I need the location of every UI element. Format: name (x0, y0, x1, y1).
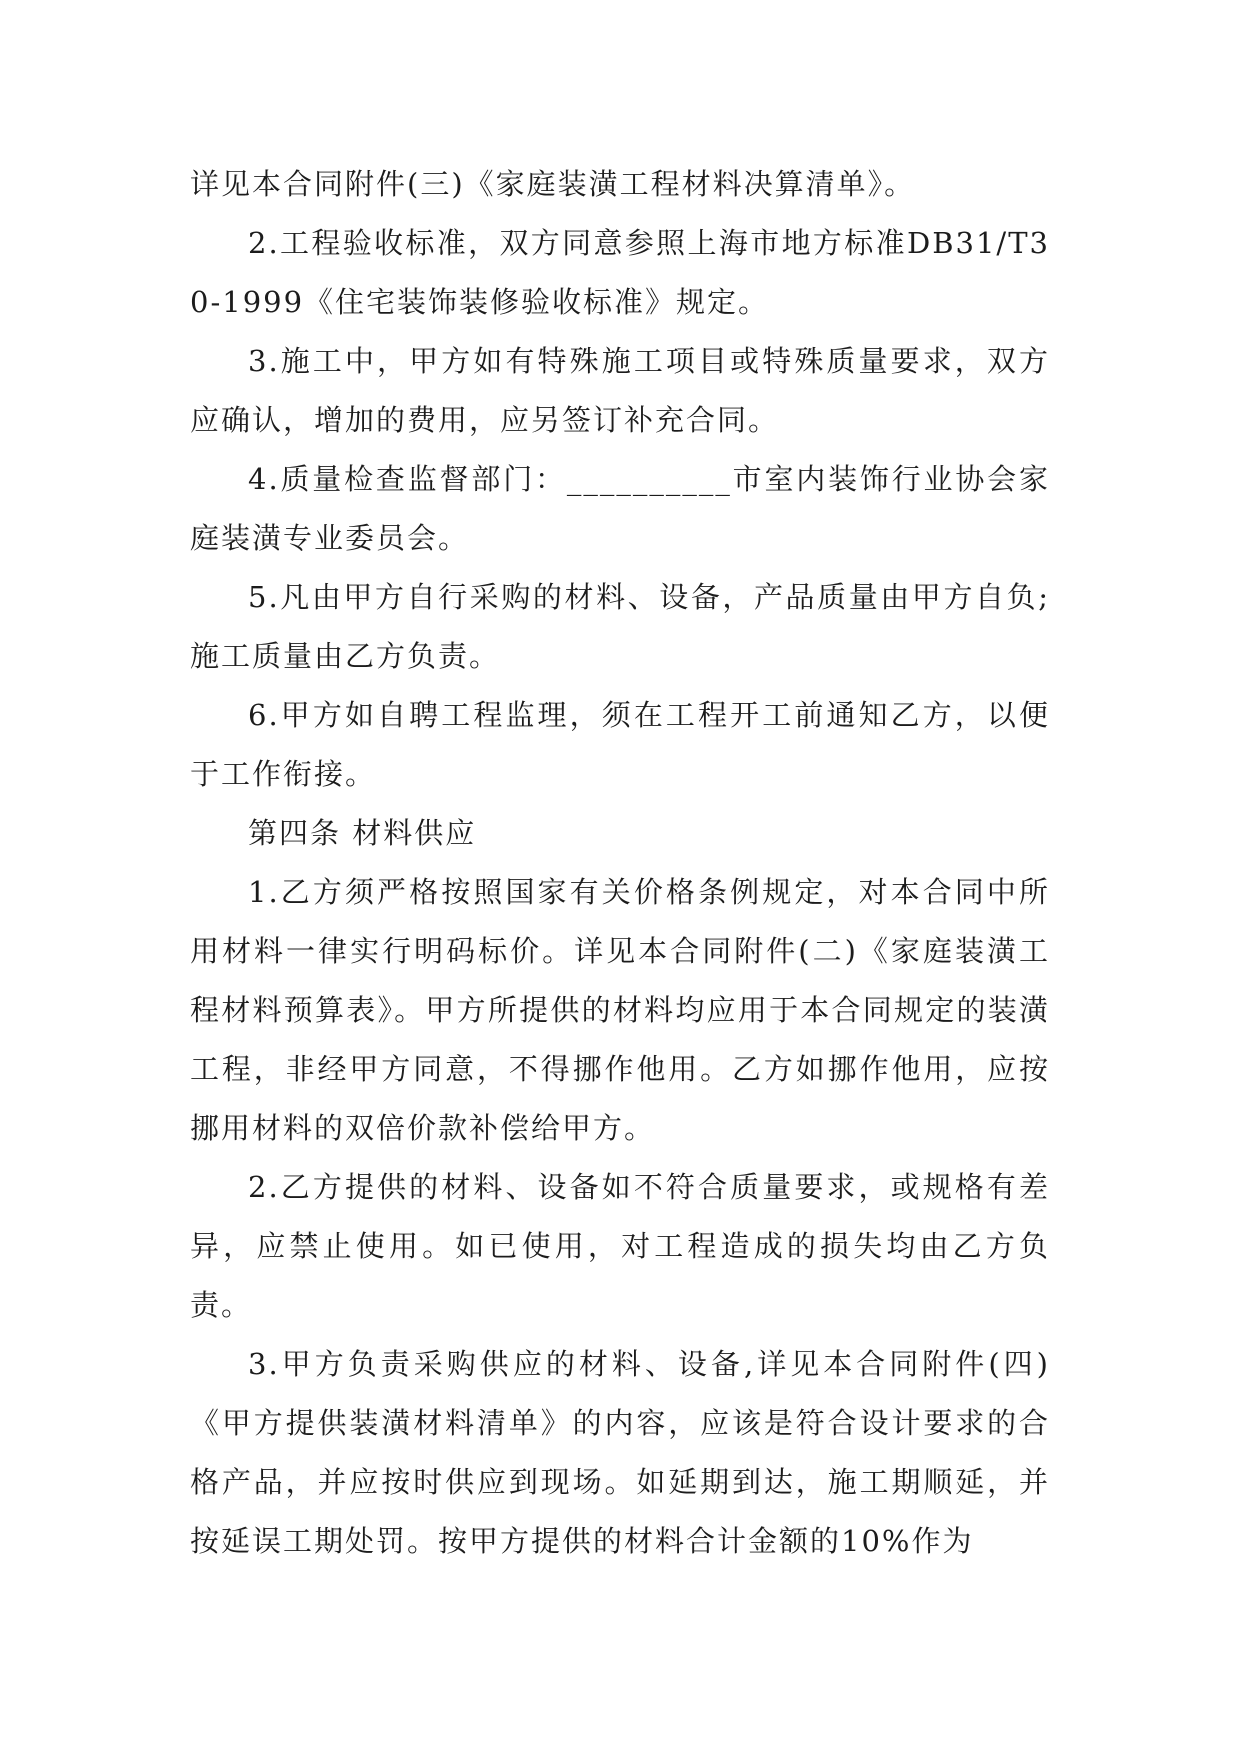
paragraph-special-requirements: 3.施工中，甲方如有特殊施工项目或特殊质量要求，双方应确认，增加的费用，应另签订补充合同。 (190, 344, 1050, 437)
paragraph-engineering-supervisor: 6.甲方如自聘工程监理，须在工程开工前通知乙方，以便于工作衔接。 (190, 698, 1050, 791)
paragraph-nonconforming-materials: 2.乙方提供的材料、设备如不符合质量要求，或规格有差异，应禁止使用。如已使用，对工程造成的损失均由乙方负责。 (190, 1170, 1050, 1322)
paragraph-party-a-materials: 3.甲方负责采购供应的材料、设备,详见本合同附件(四)《甲方提供装潢材料清单》的内容，应该是符合设计要求的合格产品，并应按时供应到现场。如延期到达，施工期顺延，并按延误工期处罚。按甲方提供的材料合计金额的10%作为 (190, 1347, 1050, 1558)
section-heading-material-supply: 第四条 材料供应 (248, 816, 477, 850)
document-body (190, 155, 1050, 1571)
paragraph-quality-supervision: 4.质量检查监督部门：__________市室内装饰行业协会家庭装潢专业委员会。 (190, 462, 1050, 555)
paragraph-self-purchased-materials: 5.凡由甲方自行采购的材料、设备，产品质量由甲方自负;施工质量由乙方负责。 (190, 580, 1050, 673)
paragraph-acceptance-standard: 2.工程验收标准，双方同意参照上海市地方标准DB31/T30-1999《住宅装饰装修验收标准》规定。 (190, 226, 1050, 319)
paragraph-material-pricing: 1.乙方须严格按照国家有关价格条例规定，对本合同中所用材料一律实行明码标价。详见本合同附件(二)《家庭装潢工程材料预算表》。甲方所提供的材料均应用于本合同规定的装潢工程，非经甲方同意，不得挪作他用。乙方如挪作他用，应按挪用材料的双倍价款补偿给甲方。 (190, 875, 1050, 1145)
paragraph-continuation: 详见本合同附件(三)《家庭装潢工程材料决算清单》。 (190, 167, 916, 201)
